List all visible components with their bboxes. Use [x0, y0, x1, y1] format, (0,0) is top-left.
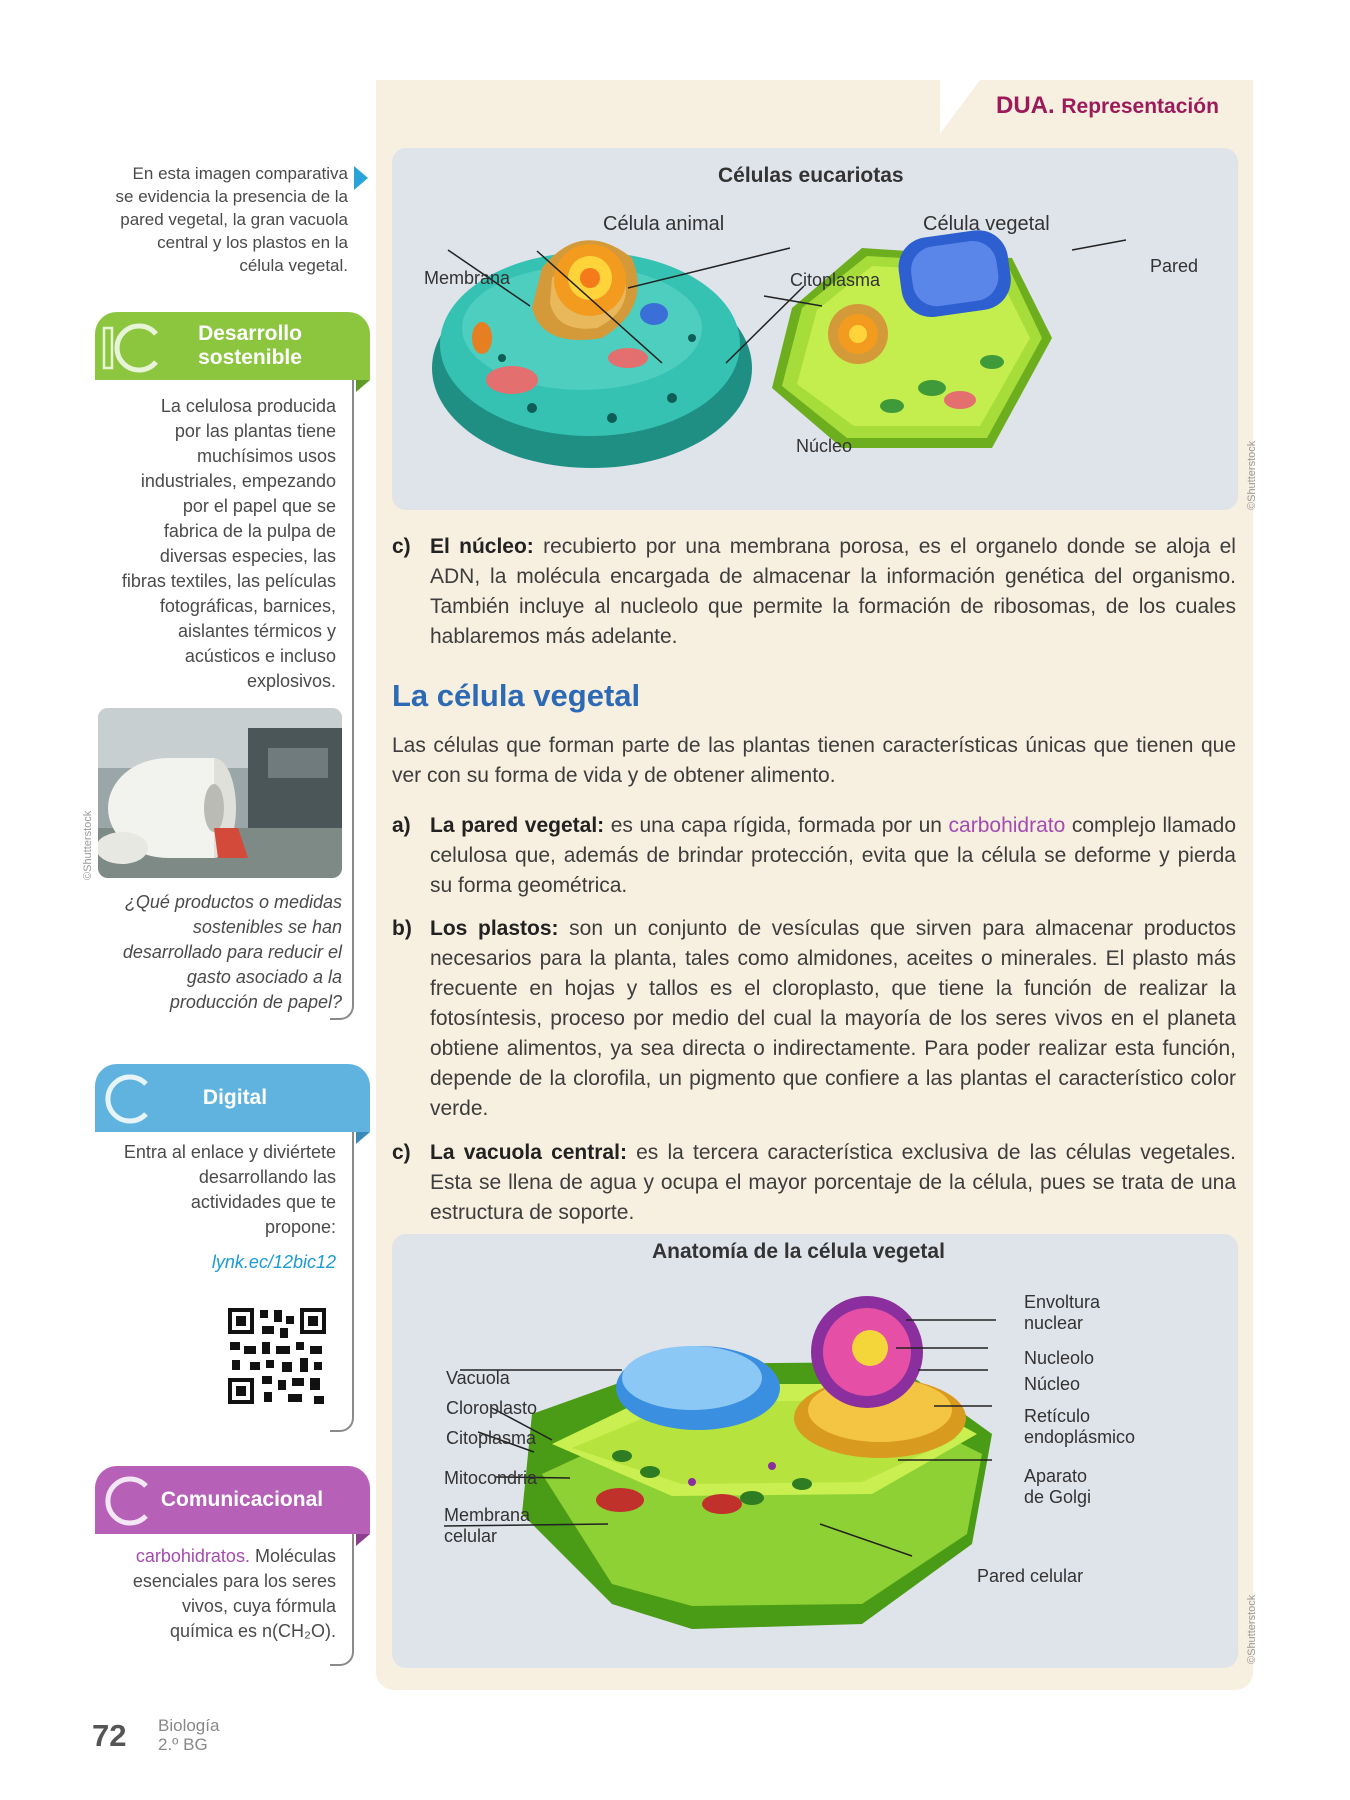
- text-line: En esta imagen comparativa: [132, 164, 348, 183]
- figure2-credit: ©Shutterstock: [1246, 1594, 1258, 1664]
- label-line: Envoltura: [1024, 1292, 1101, 1312]
- item-term: El núcleo:: [430, 535, 534, 558]
- tab-fold-icon: [356, 1534, 370, 1546]
- grade-name: 2.º BG: [158, 1735, 208, 1754]
- ic-logo-icon: [98, 318, 162, 376]
- label-line: Retículo: [1024, 1406, 1091, 1426]
- plant-cell-3d-icon: [522, 1296, 992, 1629]
- label-membrana: Membrana: [424, 268, 511, 288]
- text-line: pared vegetal, la gran vacuola: [120, 210, 348, 229]
- text-line: por las plantas tiene: [174, 421, 336, 441]
- text-line: acústicos e incluso: [184, 646, 336, 666]
- text-line: explosivos.: [246, 671, 336, 691]
- item-vacuola-central: [392, 1138, 1236, 1228]
- label-nucleo: Núcleo: [796, 436, 853, 456]
- item-text: es una capa rígida, formada por un: [604, 814, 949, 837]
- c-logo-icon: [100, 1472, 152, 1530]
- text-line: célula vegetal.: [239, 256, 348, 275]
- item-pared-vegetal: [392, 811, 1236, 901]
- qr-code-icon[interactable]: [226, 1306, 328, 1406]
- label-pared: Pared: [1150, 256, 1199, 276]
- figure1-title: Células eucariotas: [718, 164, 904, 187]
- item-text: recubierto por una membrana porosa, es el organelo donde se aloja el ADN, la molécula encargada de almacenar la información genética del organismo. También incluye al nucleolo que permite la formación de ribosomas, de los cuales hablaremos más adelante.: [430, 535, 1236, 648]
- item-marker: c): [392, 1141, 411, 1164]
- text-line: producción de papel?: [169, 992, 342, 1012]
- label-vacuola: Vacuola: [446, 1368, 510, 1388]
- label-line: Aparato: [1024, 1466, 1088, 1486]
- subject-name: Biología: [158, 1716, 220, 1735]
- sidebar-intro: [70, 162, 348, 277]
- item-term: La pared vegetal:: [430, 814, 605, 837]
- page-number: 72: [92, 1718, 127, 1753]
- dua-badge: [996, 92, 1219, 120]
- label-pared-celular: Pared celular: [977, 1566, 1084, 1586]
- text-line: se evidencia la presencia de la: [115, 187, 348, 206]
- text-line: central y los plastos en la: [157, 233, 348, 252]
- text-line: ¿Qué productos o medidas: [124, 892, 342, 912]
- item-text: es la tercera característica exclusiva de las células vegetales. Esta se llena de agua y ocupa el mayor porcentaje de la célula, pues se trata de una estructura de soporte.: [430, 1141, 1236, 1224]
- text-line: aislantes térmicos y: [177, 621, 336, 641]
- text-line: fotográficas, barnices,: [159, 596, 336, 616]
- label-line: celular: [444, 1526, 498, 1546]
- label-line: de Golgi: [1024, 1487, 1092, 1507]
- text-line: gasto asociado a la: [186, 967, 342, 987]
- figure2-title: Anatomía de la célula vegetal: [652, 1240, 945, 1263]
- text-line: fabrica de la pulpa de: [163, 521, 336, 541]
- desarrollo-text: [60, 394, 336, 694]
- text-line: sostenibles se han: [192, 917, 342, 937]
- c-logo-icon: [100, 1070, 152, 1128]
- photo-credit: ©Shutterstock: [82, 810, 94, 880]
- text-line: La celulosa producida: [160, 396, 336, 416]
- glossary-link[interactable]: carbohidrato: [948, 814, 1066, 837]
- text-line: actividades que te: [190, 1192, 336, 1212]
- label-envoltura-nuclear: [1024, 1292, 1100, 1334]
- text-line: propone:: [264, 1217, 336, 1237]
- title-line: Desarrollo: [198, 322, 302, 345]
- text-fragment: Moléculas: [249, 1546, 336, 1566]
- label-line: Membrana: [444, 1505, 531, 1525]
- text-line: química es n(CH₂O).: [169, 1621, 336, 1641]
- item-text: son un conjunto de vesículas que sirven para almacenar productos necesarios para la planta, tales como almidones, aceites o minerales. El plasto más frecuente en hojas y tallos es el cloroplasto, que tiene la función de realizar la fotosíntesis, proceso por medio del cual la mayoría de los seres vivos en el planeta obtiene alimentos, ya sea directa o indirectamente. Para poder realizar esta función, depende de la clorofila, un pigmento que confiere a las plantas el característico color verde.: [430, 917, 1236, 1120]
- text-line: esenciales para los seres: [132, 1571, 336, 1591]
- comunicacional-text: [70, 1544, 336, 1644]
- figure1-credit: ©Shutterstock: [1246, 440, 1258, 510]
- text-line: por el papel que se: [182, 496, 336, 516]
- item-plastos: [392, 914, 1236, 1124]
- item-text: complejo llamado celulosa que, además de brindar protección, evita que la célula se deforme y pierda su forma geométrica.: [430, 814, 1236, 897]
- label-nucleolo: Nucleolo: [1024, 1348, 1095, 1368]
- item-nucleo: [392, 532, 1236, 652]
- plant-cell-anatomy-illustration: [392, 1234, 1238, 1668]
- label-nucleo-2: Núcleo: [1024, 1374, 1081, 1394]
- title-line: sostenible: [198, 346, 302, 369]
- text-line: [70, 1544, 336, 1569]
- item-marker: c): [392, 535, 411, 558]
- item-term: La vacuola central:: [430, 1141, 627, 1164]
- item-marker: a): [392, 814, 411, 837]
- tab-fold-icon: [356, 380, 370, 392]
- text-line: Entra al enlace y diviértete: [123, 1142, 336, 1162]
- label-citoplasma: Citoplasma: [790, 270, 881, 290]
- label-citoplasma-2: Citoplasma: [446, 1428, 537, 1448]
- label-line: nuclear: [1024, 1313, 1084, 1333]
- footer-subject: [158, 1716, 219, 1754]
- text-line: fibras textiles, las películas: [121, 571, 336, 591]
- label-line: endoplásmico: [1024, 1427, 1136, 1447]
- dua-bold: DUA.: [996, 92, 1055, 119]
- digital-link[interactable]: lynk.ec/12bic12: [211, 1252, 336, 1272]
- label-reticulo: [1024, 1406, 1135, 1448]
- animal-cell-label: Célula animal: [603, 213, 725, 235]
- section-intro: Las células que forman parte de las plantas tienen características únicas que tienen que ver con su forma de vida y de obtener alimento.: [392, 734, 1236, 787]
- glossary-term: carbohidratos.: [135, 1546, 250, 1566]
- dua-label: Representación: [1061, 95, 1219, 118]
- desarrollo-question: [60, 890, 342, 1015]
- plant-cell-label: Célula vegetal: [923, 213, 1050, 235]
- plant-cell-icon: [772, 226, 1052, 448]
- comunicacional-title: Comunicacional: [160, 1488, 324, 1511]
- pointer-arrow-icon: [354, 166, 368, 190]
- item-marker: b): [392, 917, 412, 940]
- digital-text: [70, 1140, 336, 1240]
- desarrollo-sostenible-title: [180, 322, 320, 370]
- text-line: diversas especies, las: [159, 546, 336, 566]
- digital-title: Digital: [202, 1086, 268, 1109]
- label-mitocondria: Mitocondria: [444, 1468, 538, 1488]
- text-line: desarrollando las: [198, 1167, 336, 1187]
- text-line: industriales, empezando: [140, 471, 336, 491]
- paper-roll-photo: [98, 708, 342, 878]
- text-line: muchísimos usos: [196, 446, 336, 466]
- text-line: vivos, cuya fórmula: [181, 1596, 336, 1616]
- label-golgi: [1024, 1466, 1091, 1508]
- item-term: Los plastos:: [430, 917, 559, 940]
- section-heading: La célula vegetal: [392, 678, 641, 713]
- tab-fold-icon: [356, 1132, 370, 1144]
- label-cloroplasto: Cloroplasto: [446, 1398, 538, 1418]
- panel-tab-corner: [940, 80, 980, 134]
- text-line: desarrollado para reducir el: [122, 942, 342, 962]
- label-membrana-celular: [444, 1505, 530, 1547]
